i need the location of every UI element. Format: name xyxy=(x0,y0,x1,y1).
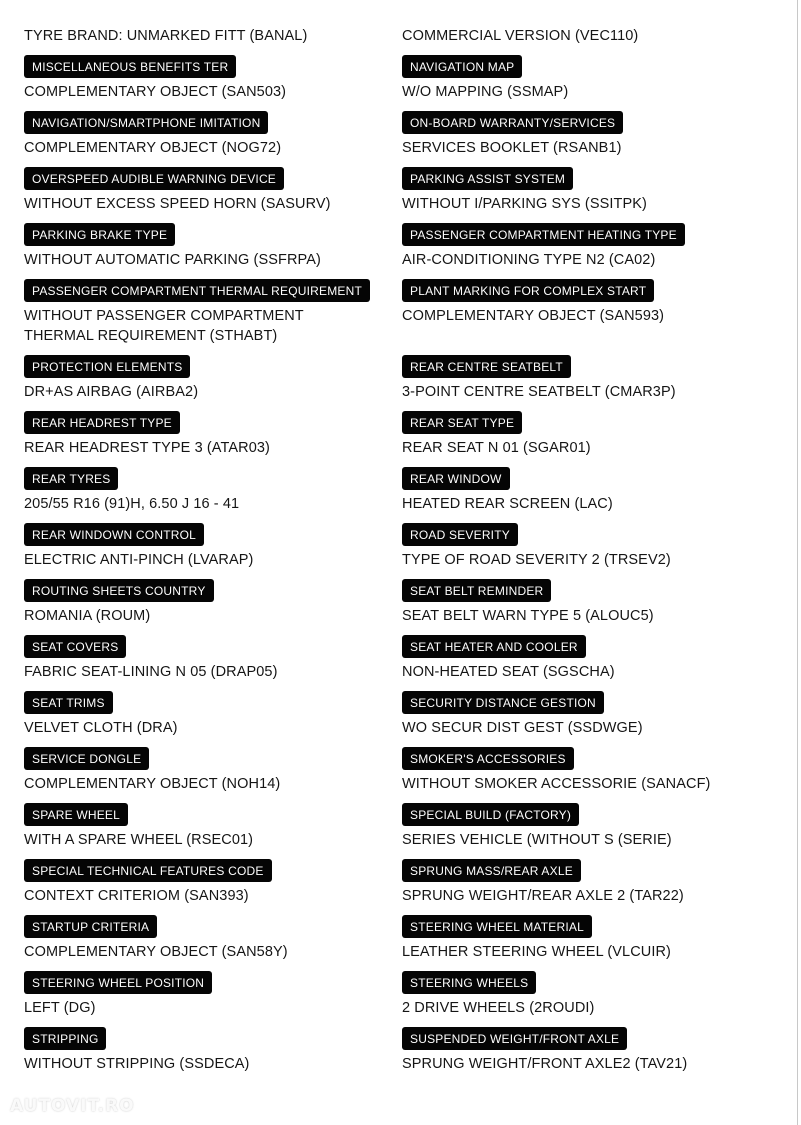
spec-entry-startup-criteria xyxy=(24,906,376,962)
spec-value: VELVET CLOTH (DRA) xyxy=(24,720,178,736)
spec-entry-navigation-smartphone-imitation xyxy=(24,102,376,158)
spec-label-tag: MISCELLANEOUS BENEFITS TER xyxy=(24,55,236,78)
spec-label-tag: STEERING WHEEL MATERIAL xyxy=(402,915,592,938)
spec-label-tag: PASSENGER COMPARTMENT THERMAL REQUIREMENT xyxy=(24,279,370,302)
spec-value: SEAT BELT WARN TYPE 5 (ALOUC5) xyxy=(402,608,654,624)
spec-value: WITH A SPARE WHEEL (RSEC01) xyxy=(24,832,254,848)
spec-value: WITHOUT STRIPPING (SSDECA) xyxy=(24,1056,250,1072)
spec-value: SPRUNG WEIGHT/FRONT AXLE2 (TAV21) xyxy=(402,1056,688,1072)
spec-label-tag: NAVIGATION/SMARTPHONE IMITATION xyxy=(24,111,268,134)
spec-entry-seat-trims xyxy=(24,682,376,738)
spec-label-tag: SEAT TRIMS xyxy=(24,691,113,714)
spec-entry-seat-heater-and-cooler xyxy=(402,626,782,682)
spec-value: LEATHER STEERING WHEEL (VLCUIR) xyxy=(402,944,671,960)
spec-value: TYRE BRAND: UNMARKED FITT (BANAL) xyxy=(24,28,308,44)
spec-label-tag: SPECIAL TECHNICAL FEATURES CODE xyxy=(24,859,272,882)
spec-label-tag: PARKING ASSIST SYSTEM xyxy=(402,167,573,190)
spec-label-tag: STRIPPING xyxy=(24,1027,106,1050)
spec-label-tag: REAR CENTRE SEATBELT xyxy=(402,355,571,378)
spec-entry-rear-seat-type xyxy=(402,402,782,458)
spec-value: COMPLEMENTARY OBJECT (SAN503) xyxy=(24,84,287,100)
page-edge-divider xyxy=(797,0,798,1125)
spec-label-tag: PLANT MARKING FOR COMPLEX START xyxy=(402,279,654,302)
spec-value: WITHOUT I/PARKING SYS (SSITPK) xyxy=(402,196,647,212)
spec-entry-rear-headrest-type xyxy=(24,402,376,458)
spec-label-tag: PARKING BRAKE TYPE xyxy=(24,223,175,246)
spec-label-tag: PROTECTION ELEMENTS xyxy=(24,355,190,378)
spec-label-tag: SUSPENDED WEIGHT/FRONT AXLE xyxy=(402,1027,627,1050)
spec-label-tag: REAR WINDOW xyxy=(402,467,510,490)
spec-label-tag: SMOKER'S ACCESSORIES xyxy=(402,747,574,770)
spec-value: LEFT (DG) xyxy=(24,1000,96,1016)
spec-value: HEATED REAR SCREEN (LAC) xyxy=(402,496,613,512)
spec-entry-steering-wheels xyxy=(402,962,782,1018)
spec-value: TYPE OF ROAD SEVERITY 2 (TRSEV2) xyxy=(402,552,671,568)
spec-value: WITHOUT PASSENGER COMPARTMENT THERMAL REQUIREMENT (STHABT) xyxy=(24,308,308,344)
spec-value: COMPLEMENTARY OBJECT (SAN593) xyxy=(402,308,665,324)
spec-label-tag: OVERSPEED AUDIBLE WARNING DEVICE xyxy=(24,167,284,190)
spec-value: COMMERCIAL VERSION (VEC110) xyxy=(402,28,639,44)
spec-entry-sprung-mass-rear-axle xyxy=(402,850,782,906)
spec-label-tag: SEAT HEATER AND COOLER xyxy=(402,635,586,658)
spec-value: WITHOUT AUTOMATIC PARKING (SSFRPA) xyxy=(24,252,321,268)
spec-label-tag: ROAD SEVERITY xyxy=(402,523,518,546)
spec-label-tag: NAVIGATION MAP xyxy=(402,55,522,78)
spec-label-tag: REAR TYRES xyxy=(24,467,118,490)
spec-value: AIR-CONDITIONING TYPE N2 (CA02) xyxy=(402,252,656,268)
spec-value: COMPLEMENTARY OBJECT (NOG72) xyxy=(24,140,282,156)
spec-value: W/O MAPPING (SSMAP) xyxy=(402,84,569,100)
left-spec-column xyxy=(24,26,376,1074)
spec-label-tag: SEAT COVERS xyxy=(24,635,126,658)
spec-entry-spare-wheel xyxy=(24,794,376,850)
spec-entry-rear-centre-seatbelt xyxy=(402,346,782,402)
spec-label-tag: ON-BOARD WARRANTY/SERVICES xyxy=(402,111,623,134)
spec-value: SPRUNG WEIGHT/REAR AXLE 2 (TAR22) xyxy=(402,888,684,904)
spec-entry-steering-wheel-position xyxy=(24,962,376,1018)
spec-value: 205/55 R16 (91)H, 6.50 J 16 - 41 xyxy=(24,496,240,512)
spec-label-tag: SECURITY DISTANCE GESTION xyxy=(402,691,604,714)
spec-value: REAR SEAT N 01 (SGAR01) xyxy=(402,440,591,456)
spec-entry-protection-elements xyxy=(24,346,376,402)
spec-label-tag: ROUTING SHEETS COUNTRY xyxy=(24,579,214,602)
spec-value: 2 DRIVE WHEELS (2ROUDI) xyxy=(402,1000,595,1016)
spec-entry-road-severity xyxy=(402,514,782,570)
spec-value: SERIES VEHICLE (WITHOUT S (SERIE) xyxy=(402,832,672,848)
spec-label-tag: STEERING WHEELS xyxy=(402,971,536,994)
spec-label-tag: STARTUP CRITERIA xyxy=(24,915,157,938)
spec-label-tag: SERVICE DONGLE xyxy=(24,747,149,770)
spec-label-tag: SEAT BELT REMINDER xyxy=(402,579,551,602)
spec-value: WITHOUT SMOKER ACCESSORIE (SANACF) xyxy=(402,776,711,792)
spec-entry-seat-covers xyxy=(24,626,376,682)
spec-value: WITHOUT EXCESS SPEED HORN (SASURV) xyxy=(24,196,331,212)
spec-entry-rear-windown-control xyxy=(24,514,376,570)
spec-value: ROMANIA (ROUM) xyxy=(24,608,151,624)
spec-entry-security-distance-gestion xyxy=(402,682,782,738)
spec-value: REAR HEADREST TYPE 3 (ATAR03) xyxy=(24,440,270,456)
spec-entry-navigation-map xyxy=(402,46,782,102)
spec-value: ELECTRIC ANTI-PINCH (LVARAP) xyxy=(24,552,254,568)
spec-entry-stripping xyxy=(24,1018,376,1074)
spec-entry-passenger-compartment-heating-type xyxy=(402,214,782,270)
spec-entry-parking-brake-type xyxy=(24,214,376,270)
spec-label-tag: REAR SEAT TYPE xyxy=(402,411,522,434)
spec-label-tag: SPECIAL BUILD (FACTORY) xyxy=(402,803,579,826)
spec-entry-passenger-compartment-thermal-requirement xyxy=(24,270,376,346)
spec-entry-plant-marking-for-complex-start xyxy=(402,270,782,346)
spec-value: COMPLEMENTARY OBJECT (SAN58Y) xyxy=(24,944,288,960)
spec-value: COMPLEMENTARY OBJECT (NOH14) xyxy=(24,776,281,792)
spec-entry-steering-wheel-material xyxy=(402,906,782,962)
spec-label-tag: SPRUNG MASS/REAR AXLE xyxy=(402,859,581,882)
spec-entry-rear-window xyxy=(402,458,782,514)
spec-value: DR+AS AIRBAG (AIRBA2) xyxy=(24,384,199,400)
spec-entry-parking-assist-system xyxy=(402,158,782,214)
spec-entry-on-board-warranty-services xyxy=(402,102,782,158)
right-spec-column xyxy=(402,26,782,1074)
spec-entry-intro xyxy=(402,26,782,46)
spec-value: CONTEXT CRITERIOM (SAN393) xyxy=(24,888,249,904)
spec-label-tag: REAR WINDOWN CONTROL xyxy=(24,523,204,546)
spec-value: FABRIC SEAT-LINING N 05 (DRAP05) xyxy=(24,664,278,680)
spec-entry-miscellaneous-benefits-ter xyxy=(24,46,376,102)
watermark-logo: AUTOVIT.RO xyxy=(10,1096,135,1116)
spec-entry-routing-sheets-country xyxy=(24,570,376,626)
spec-entry-overspeed-audible-warning-device xyxy=(24,158,376,214)
spec-entry-intro xyxy=(24,26,376,46)
spec-entry-special-build-factory xyxy=(402,794,782,850)
spec-entry-rear-tyres xyxy=(24,458,376,514)
spec-entry-seat-belt-reminder xyxy=(402,570,782,626)
spec-label-tag: REAR HEADREST TYPE xyxy=(24,411,180,434)
spec-value: SERVICES BOOKLET (RSANB1) xyxy=(402,140,622,156)
spec-label-tag: PASSENGER COMPARTMENT HEATING TYPE xyxy=(402,223,685,246)
spec-label-tag: STEERING WHEEL POSITION xyxy=(24,971,212,994)
spec-value: NON-HEATED SEAT (SGSCHA) xyxy=(402,664,615,680)
spec-entry-special-technical-features-code xyxy=(24,850,376,906)
spec-entry-smoker-s-accessories xyxy=(402,738,782,794)
spec-value: 3-POINT CENTRE SEATBELT (CMAR3P) xyxy=(402,384,676,400)
spec-entry-service-dongle xyxy=(24,738,376,794)
spec-entry-suspended-weight-front-axle xyxy=(402,1018,782,1074)
spec-value: WO SECUR DIST GEST (SSDWGE) xyxy=(402,720,643,736)
spec-label-tag: SPARE WHEEL xyxy=(24,803,128,826)
